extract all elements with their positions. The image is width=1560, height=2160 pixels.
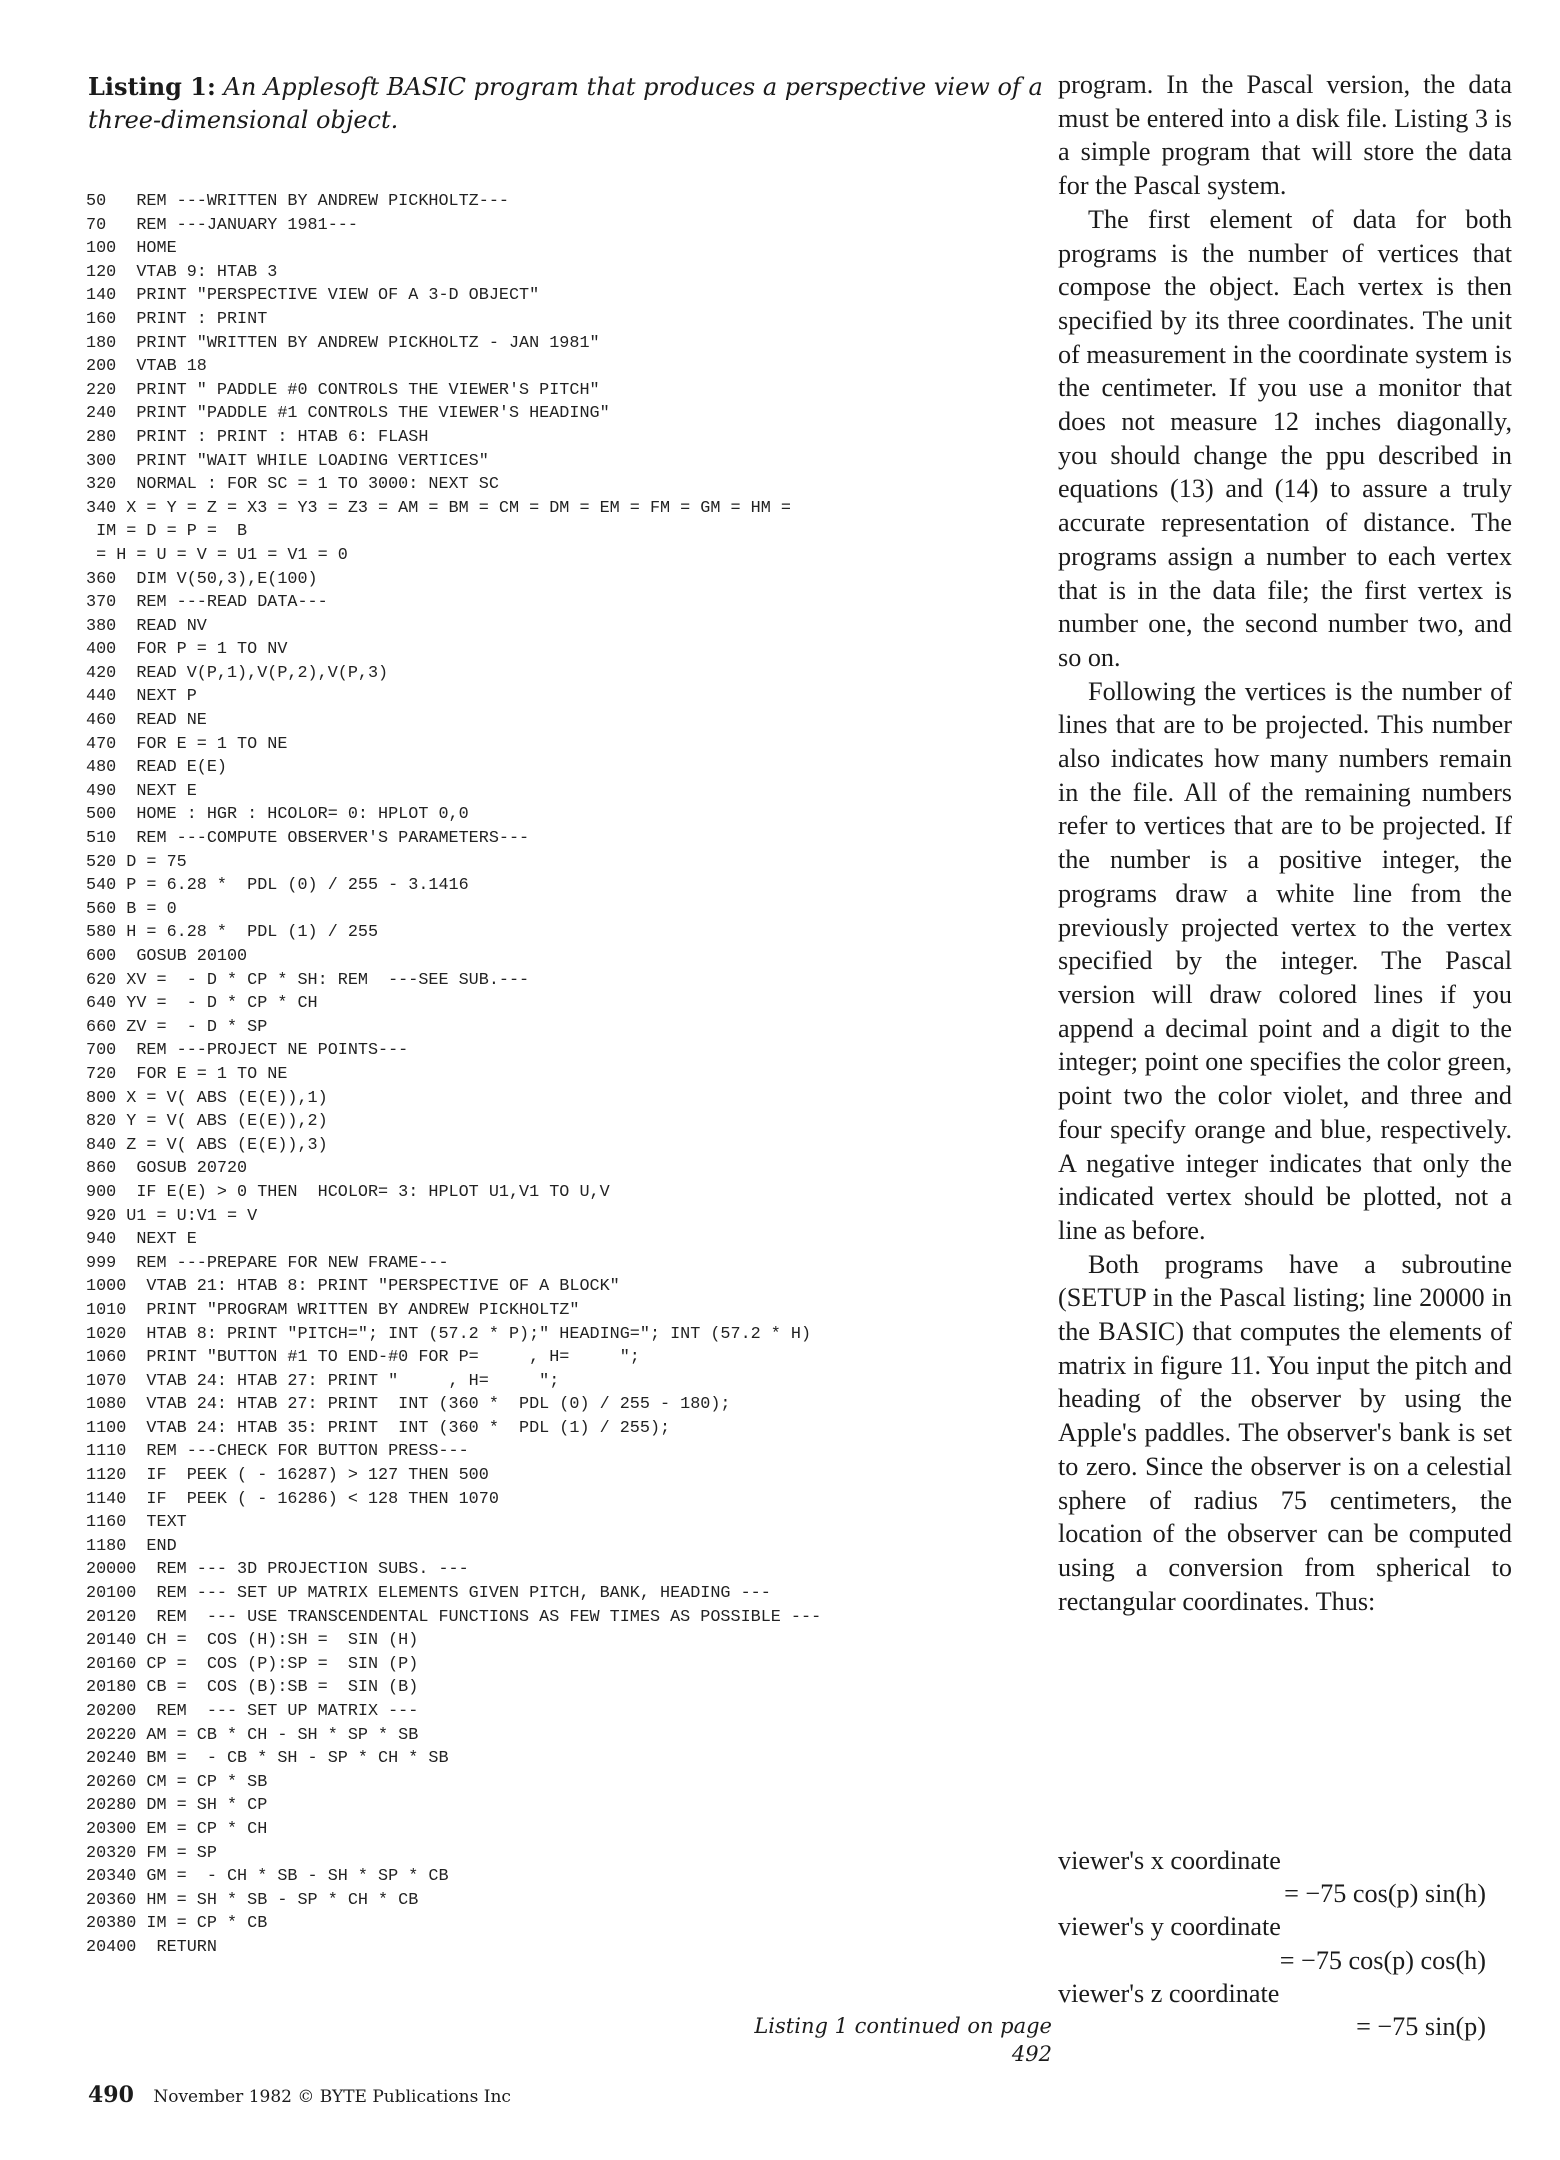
code-line: 70 REM ---JANUARY 1981---	[86, 215, 358, 235]
code-line: 220 PRINT " PADDLE #0 CONTROLS THE VIEWER'S PITCH"	[86, 380, 600, 400]
code-line: 1000 VTAB 21: HTAB 8: PRINT "PERSPECTIVE OF A BLOCK"	[86, 1277, 620, 1297]
code-line: 1140 IF PEEK ( - 16286) < 128 THEN 1070	[86, 1489, 499, 1509]
equation-value: = −75 sin(p)	[1356, 2012, 1486, 2042]
equation-label: viewer's y coordinate	[1058, 1912, 1281, 1942]
code-line: 120 VTAB 9: HTAB 3	[86, 262, 278, 282]
code-line: 720 FOR E = 1 TO NE	[86, 1064, 288, 1084]
code-line: 20280 DM = SH * CP	[86, 1796, 268, 1816]
continued-note: Listing 1 continued on page 492	[754, 2014, 1052, 2066]
code-line: 460 READ NE	[86, 711, 207, 731]
code-line: 320 NORMAL : FOR SC = 1 TO 3000: NEXT SC	[86, 475, 499, 495]
basic-code-listing	[86, 190, 1066, 1960]
code-line: 1020 HTAB 8: PRINT "PITCH="; INT (57.2 * P);" HEADING="; INT (57.2 * H)	[86, 1324, 812, 1344]
code-line: 1080 VTAB 24: HTAB 27: PRINT INT (360 * PDL (0) / 255 - 180);	[86, 1395, 731, 1415]
code-line: 490 NEXT E	[86, 781, 197, 801]
code-line: 440 NEXT P	[86, 687, 197, 707]
code-line: 1010 PRINT "PROGRAM WRITTEN BY ANDREW PICKHOLTZ"	[86, 1300, 580, 1320]
code-line: 900 IF E(E) > 0 THEN HCOLOR= 3: HPLOT U1,V1 TO U,V	[86, 1182, 610, 1202]
code-line: 860 GOSUB 20720	[86, 1159, 248, 1179]
code-line: 840 Z = V( ABS (E(E)),3)	[86, 1135, 328, 1155]
code-line: 510 REM ---COMPUTE OBSERVER'S PARAMETERS---	[86, 829, 530, 849]
code-line: 1060 PRINT "BUTTON #1 TO END-#0 FOR P= , H= ";	[86, 1348, 640, 1368]
code-line: 1070 VTAB 24: HTAB 27: PRINT " , H= ";	[86, 1371, 560, 1391]
equation-value: = −75 cos(p) sin(h)	[1284, 1879, 1486, 1909]
code-line: 920 U1 = U:V1 = V	[86, 1206, 258, 1226]
equation-label: viewer's x coordinate	[1058, 1846, 1281, 1875]
code-line: 140 PRINT "PERSPECTIVE VIEW OF A 3-D OBJECT"	[86, 286, 540, 306]
code-line: 20120 REM --- USE TRANSCENDENTAL FUNCTIONS AS FEW TIMES AS POSSIBLE ---	[86, 1607, 822, 1627]
equation-value: = −75 cos(p) cos(h)	[1279, 1945, 1486, 1975]
code-line: 500 HOME : HGR : HCOLOR= 0: HPLOT 0,0	[86, 805, 469, 825]
article-paragraph: Both programs have a subroutine (SETUP in the Pascal listing; line 20000 in the BASIC) that computes the elements of matrix in figure 11. You input the pitch and heading of the observer by using the Apple's paddles. The observer's bank is set to zero. Since the observer is on a celestial sphere of radius 75 centimeters, the location of the observer can be computed using a conversion from spherical to rectangular coordinates. Thus:	[1058, 1249, 1512, 1616]
code-line: 300 PRINT "WAIT WHILE LOADING VERTICES"	[86, 451, 489, 471]
page-number: 490	[88, 2082, 134, 2108]
article-text-column	[1058, 68, 1512, 1618]
code-line: 340 X = Y = Z = X3 = Y3 = Z3 = AM = BM = CM = DM = EM = FM = GM = HM =	[86, 498, 791, 518]
code-line: 580 H = 6.28 * PDL (1) / 255	[86, 923, 379, 943]
code-line: 620 XV = - D * CP * SH: REM ---SEE SUB.---	[86, 970, 530, 990]
code-line: 540 P = 6.28 * PDL (0) / 255 - 3.1416	[86, 876, 469, 896]
code-line: 20320 FM = SP	[86, 1843, 217, 1863]
code-line: 560 B = 0	[86, 899, 177, 919]
code-line: 940 NEXT E	[86, 1230, 197, 1250]
code-line: 20100 REM --- SET UP MATRIX ELEMENTS GIVEN PITCH, BANK, HEADING ---	[86, 1584, 771, 1604]
code-line: 20360 HM = SH * SB - SP * CH * CB	[86, 1890, 419, 1910]
code-line: 240 PRINT "PADDLE #1 CONTROLS THE VIEWER'S HEADING"	[86, 404, 610, 424]
page-footer	[88, 2082, 511, 2110]
code-line: 480 READ E(E)	[86, 758, 227, 778]
listing-caption-lead: Listing 1:	[88, 72, 216, 101]
code-line: 1120 IF PEEK ( - 16287) > 127 THEN 500	[86, 1466, 489, 1486]
code-line: 20160 CP = COS (P):SP = SIN (P)	[86, 1654, 419, 1674]
code-line: 50 REM ---WRITTEN BY ANDREW PICKHOLTZ---	[86, 192, 509, 211]
code-line: 20180 CB = COS (B):SB = SIN (B)	[86, 1678, 419, 1698]
code-line: 20200 REM --- SET UP MATRIX ---	[86, 1702, 419, 1721]
code-line: 660 ZV = - D * SP	[86, 1017, 268, 1037]
code-line: 20220 AM = CB * CH - SH * SP * SB	[86, 1725, 419, 1745]
code-line: 700 REM ---PROJECT NE POINTS---	[86, 1041, 409, 1061]
code-line: 20400 RETURN	[86, 1937, 217, 1957]
code-line: 470 FOR E = 1 TO NE	[86, 734, 288, 754]
publication-credit: November 1982 © BYTE Publications Inc	[153, 2087, 511, 2107]
viewer-coordinate-equations	[1058, 1844, 1512, 2043]
code-line: 280 PRINT : PRINT : HTAB 6: FLASH	[86, 427, 429, 447]
code-line: IM = D = P = B	[86, 522, 248, 542]
article-paragraph: program. In the Pascal version, the data must be entered into a disk file. Listing 3 is a simple program that will store the data for the Pascal system.	[1058, 70, 1512, 201]
article-paragraph: The first element of data for both programs is the number of vertices that compose the object. Each vertex is then specified by its three coordinates. The unit of measurement in the coordinate system is the centimeter. If you use a monitor that does not measure 12 inches diagonally, you should change the ppu described in equations (13) and (14) to assure a truly accurate representation of distance. The programs assign a number to each vertex that is in the data file; the first vertex is number one, the second number two, and so on.	[1058, 204, 1512, 672]
code-line: 20300 EM = CP * CH	[86, 1819, 268, 1839]
equation-label: viewer's z coordinate	[1058, 1978, 1280, 2008]
code-line: 640 YV = - D * CP * CH	[86, 994, 318, 1014]
code-line: 100 HOME	[86, 239, 177, 259]
code-line: 800 X = V( ABS (E(E)),1)	[86, 1088, 328, 1108]
code-line: 820 Y = V( ABS (E(E)),2)	[86, 1112, 328, 1132]
code-line: 380 READ NV	[86, 616, 207, 636]
code-line: 1160 TEXT	[86, 1513, 187, 1533]
code-line: 160 PRINT : PRINT	[86, 309, 268, 329]
code-line: 400 FOR P = 1 TO NV	[86, 640, 288, 660]
code-line: 1180 END	[86, 1536, 177, 1556]
code-line: 1110 REM ---CHECK FOR BUTTON PRESS---	[86, 1442, 469, 1462]
code-line: 370 REM ---READ DATA---	[86, 593, 328, 613]
listing-caption	[88, 70, 1048, 137]
code-line: 20140 CH = COS (H):SH = SIN (H)	[86, 1631, 419, 1651]
code-line: 600 GOSUB 20100	[86, 947, 248, 966]
code-line: 20240 BM = - CB * SH - SP * CH * SB	[86, 1749, 449, 1769]
code-line: 20000 REM --- 3D PROJECTION SUBS. ---	[86, 1560, 469, 1580]
code-line: 20340 GM = - CH * SB - SH * SP * CB	[86, 1867, 449, 1887]
code-line: 360 DIM V(50,3),E(100)	[86, 569, 318, 589]
code-line: 999 REM ---PREPARE FOR NEW FRAME---	[86, 1253, 449, 1273]
code-line: 180 PRINT "WRITTEN BY ANDREW PICKHOLTZ - JAN 1981"	[86, 333, 600, 353]
code-line: 420 READ V(P,1),V(P,2),V(P,3)	[86, 663, 389, 683]
article-paragraph: Following the vertices is the number of lines that are to be projected. This number also indicates how many numbers remain in the file. All of the remaining numbers refer to vertices that are to be projected. If the number is a positive integer, the programs draw a white line from the previously projected vertex to the vertex specified by the integer. The Pascal version will draw colored lines if you append a decimal point and a digit to the integer; point one specifies the color green, point two the color violet, and three and four specify orange and blue, respectively. A negative integer indicates that only the indicated vertex should be plotted, not a line as before.	[1058, 676, 1512, 1245]
listing-caption-description: An Applesoft BASIC program that produces a perspective view of a three-dimensional object.	[88, 73, 1043, 134]
code-line: = H = U = V = U1 = V1 = 0	[86, 545, 348, 565]
code-line: 20260 CM = CP * SB	[86, 1772, 268, 1792]
code-line: 200 VTAB 18	[86, 357, 207, 377]
code-line: 1100 VTAB 24: HTAB 35: PRINT INT (360 * PDL (1) / 255);	[86, 1418, 671, 1438]
code-line: 520 D = 75	[86, 852, 187, 872]
code-line: 20380 IM = CP * CB	[86, 1914, 268, 1934]
